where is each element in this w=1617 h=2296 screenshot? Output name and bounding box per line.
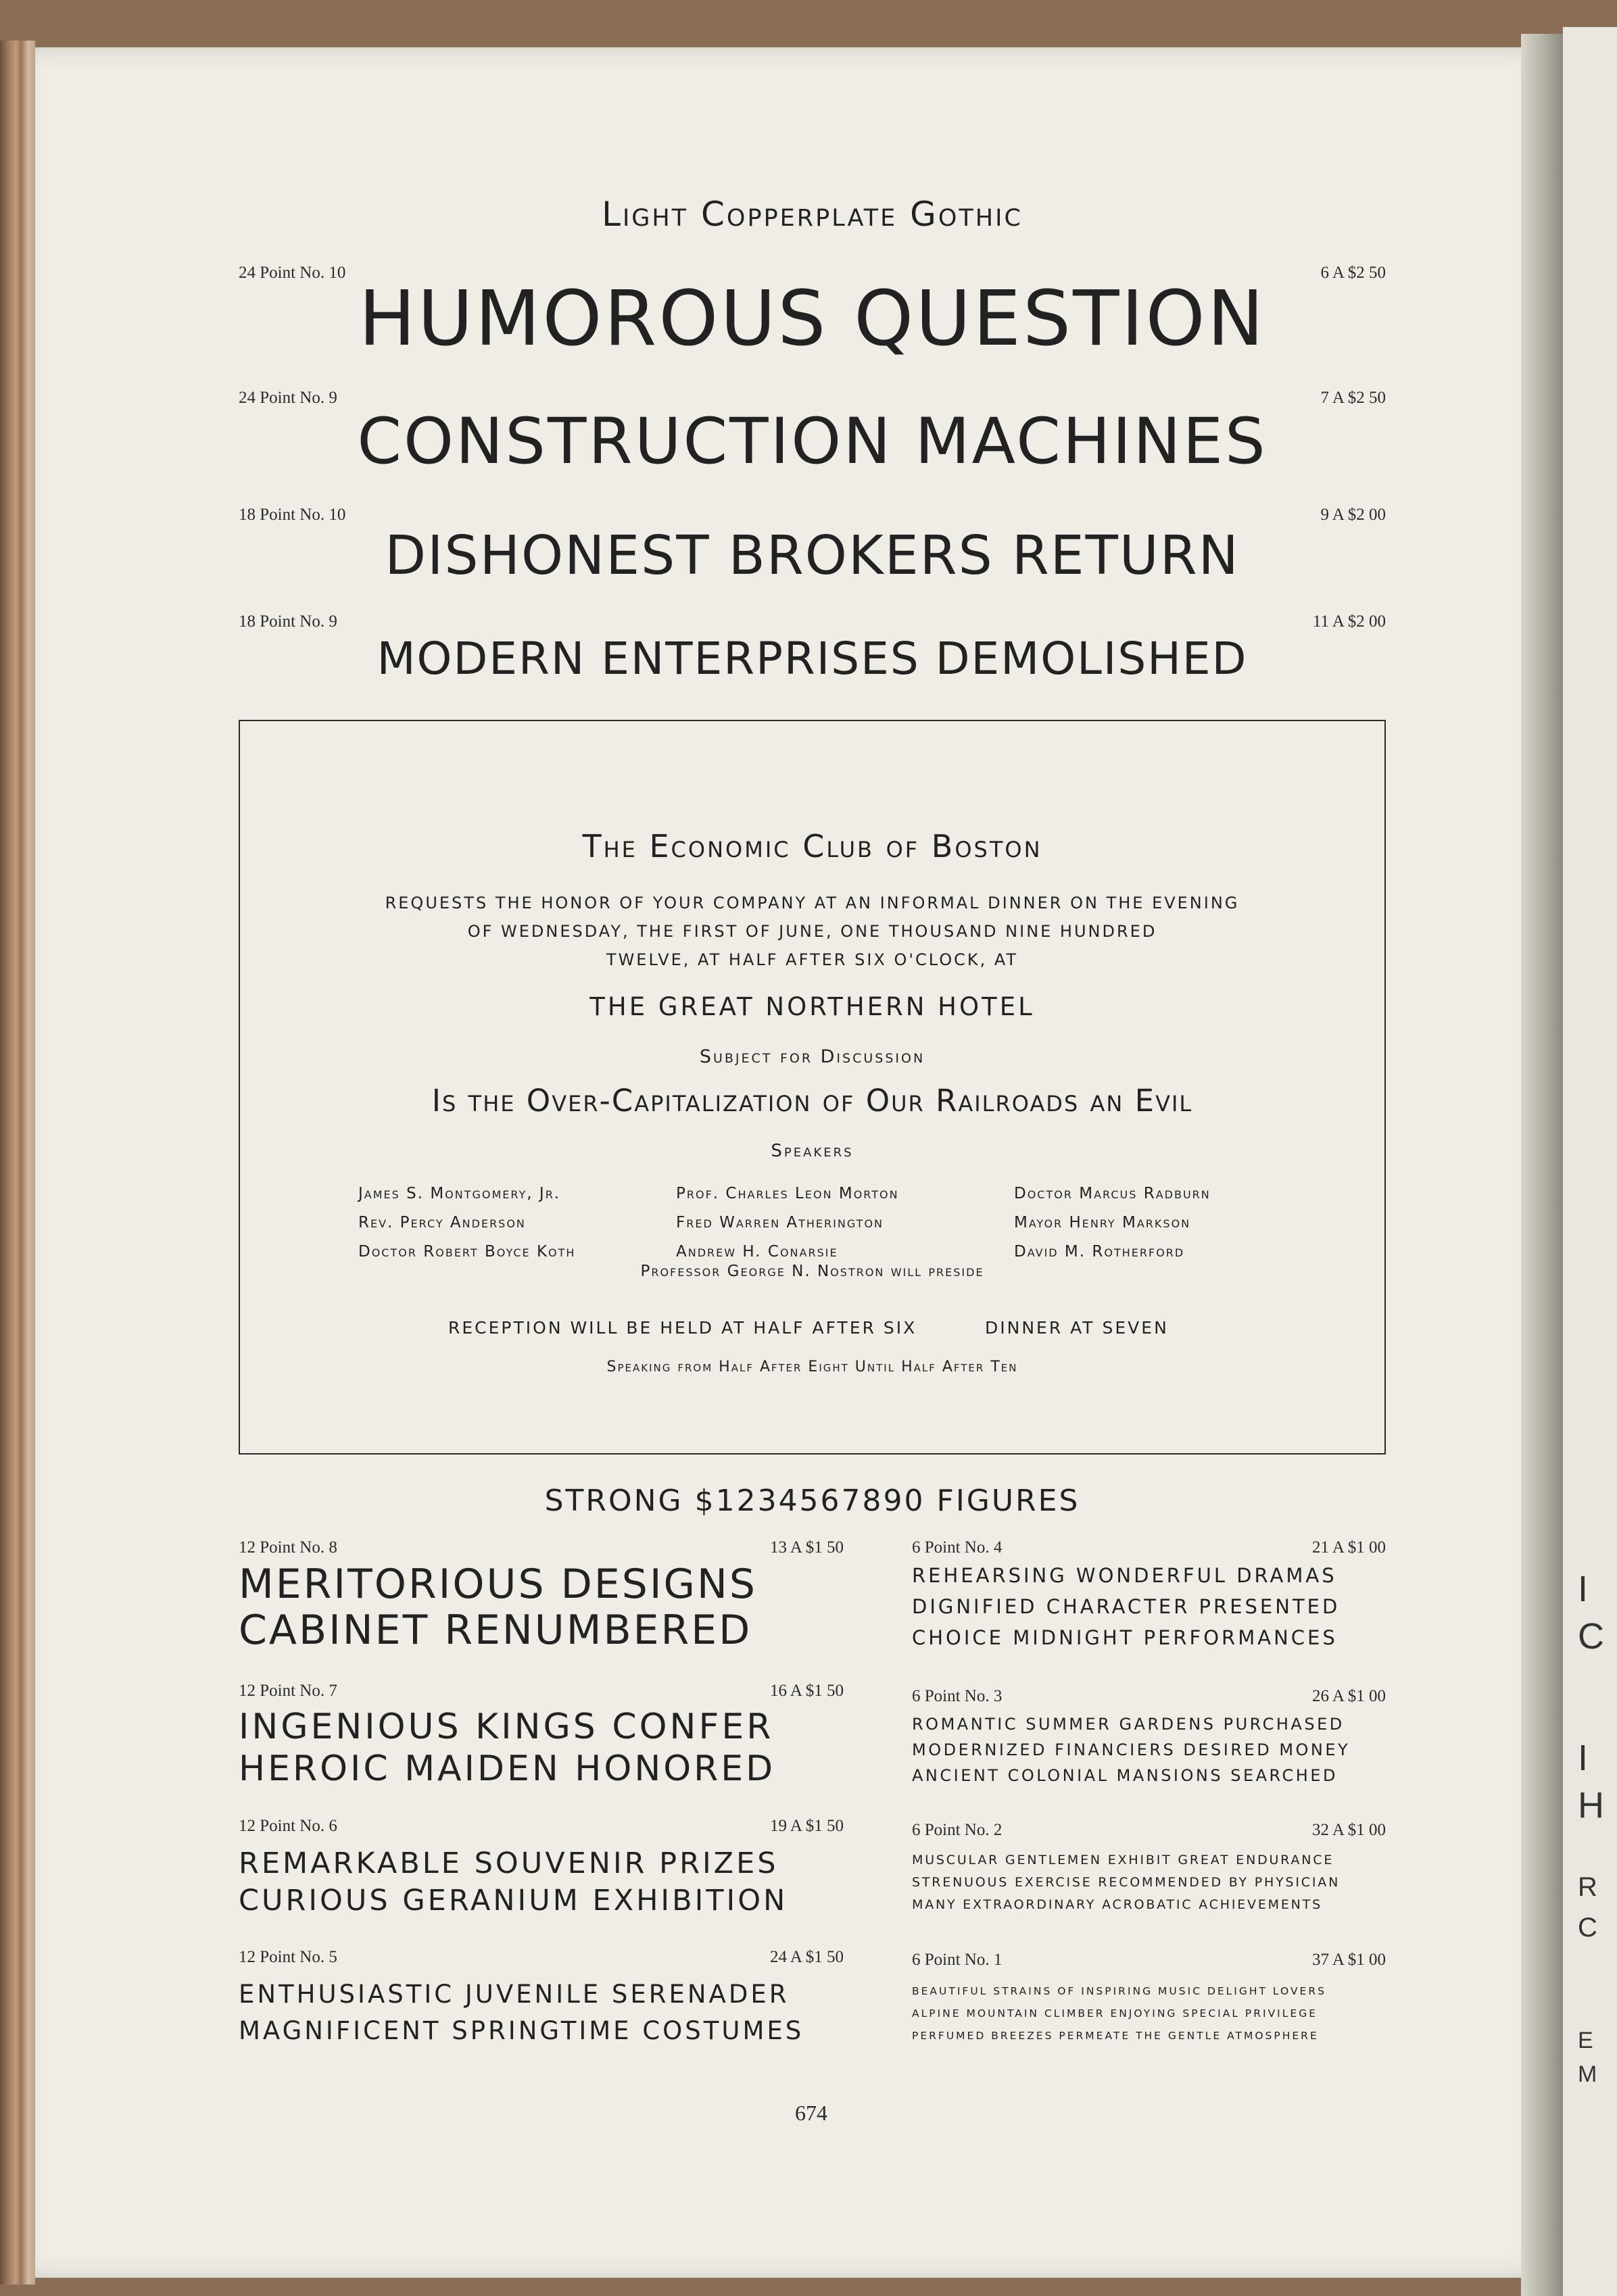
specimen-block: [912, 1821, 1386, 1916]
speaker-name: Doctor Robert Boyce Koth: [358, 1243, 576, 1261]
specimen-size: 12 Point No. 7: [239, 1682, 337, 1700]
speaker-name: Rev. Percy Anderson: [358, 1214, 526, 1231]
next-page-letter: I: [1578, 1738, 1589, 1778]
specimen-size: 12 Point No. 6: [239, 1817, 337, 1835]
specimen-line: MERITORIOUS DESIGNS: [239, 1561, 757, 1608]
page-edge-left: [0, 41, 35, 2285]
specimen-block: [239, 1817, 844, 1920]
speaker-name: Mayor Henry Markson: [1014, 1214, 1191, 1231]
specimen-size: 6 Point No. 4: [912, 1538, 1003, 1557]
specimen-line: STRENUOUS EXERCISE RECOMMENDED BY PHYSICIAN: [912, 1875, 1341, 1890]
large-specimen: [239, 389, 1386, 479]
large-specimen: [239, 264, 1386, 363]
invitation-heading: The Economic Club of Boston: [582, 828, 1042, 864]
specimen-price: 19 A $1 50: [769, 1817, 844, 1835]
specimen-text: HUMOROUS QUESTION: [358, 275, 1266, 363]
next-page-letter: H: [1578, 1785, 1604, 1826]
speakers-row: [358, 1208, 1278, 1238]
invitation-request-line: OF WEDNESDAY, THE FIRST OF JUNE, ONE THOUSAND NINE HUNDRED: [467, 922, 1157, 941]
speaking-line: Speaking from Half After Eight Until Half After Ten: [606, 1359, 1018, 1375]
specimen-block: [239, 1538, 844, 1653]
next-page-letter: I: [1578, 1569, 1589, 1609]
specimen-size: 24 Point No. 10: [239, 264, 346, 282]
specimen-price: 13 A $1 50: [769, 1538, 844, 1557]
specimen-line: MUSCULAR GENTLEMEN EXHIBIT GREAT ENDURANCE: [912, 1853, 1334, 1867]
specimen-price: 26 A $1 00: [1311, 1687, 1386, 1705]
subject-title: Is the Over-Capitalization of Our Railroads an Evil: [431, 1083, 1193, 1119]
specimen-price: 11 A $2 00: [1312, 612, 1386, 631]
speaker-name: Andrew H. Conarsie: [676, 1243, 838, 1261]
specimen-price: 7 A $2 50: [1320, 389, 1386, 407]
page-number: 674: [795, 2101, 827, 2125]
specimen-size: 6 Point No. 1: [912, 1951, 1003, 1969]
specimen-size: 18 Point No. 9: [239, 612, 337, 631]
specimen-size: 6 Point No. 3: [912, 1687, 1003, 1705]
venue: THE GREAT NORTHERN HOTEL: [589, 992, 1035, 1021]
specimen-size: 24 Point No. 9: [239, 389, 337, 407]
next-page-letter: C: [1578, 1913, 1597, 1943]
specimen-line: BEAUTIFUL STRAINS OF INSPIRING MUSIC DELIGHT LOVERS: [912, 1985, 1326, 1997]
figures-heading: STRONG $1234567890 FIGURES: [544, 1484, 1080, 1518]
specimen-size: 6 Point No. 2: [912, 1821, 1003, 1839]
next-page-fragment: [1563, 27, 1617, 2296]
specimen-block: [239, 1948, 844, 2049]
specimen-line: CABINET RENUMBERED: [239, 1607, 752, 1654]
invitation-request-line: REQUESTS THE HONOR OF YOUR COMPANY AT AN INFORMAL DINNER ON THE EVENING: [385, 894, 1240, 912]
specimen-line: INGENIOUS KINGS CONFER: [239, 1707, 774, 1747]
speaker-name: Prof. Charles Leon Morton: [676, 1185, 899, 1202]
speaker-name: Fred Warren Atherington: [676, 1214, 884, 1231]
invitation-request-line: TWELVE, AT HALF AFTER SIX O'CLOCK, AT: [606, 950, 1019, 969]
specimen-price: 6 A $2 50: [1320, 264, 1386, 282]
speakers-grid: [358, 1179, 1278, 1267]
specimen-line: MODERNIZED FINANCIERS DESIRED MONEY: [912, 1740, 1351, 1759]
specimen-line: MAGNIFICENT SPRINGTIME COSTUMES: [239, 2016, 804, 2045]
specimen-line: CURIOUS GERANIUM EXHIBITION: [239, 1884, 788, 1918]
next-page-letter: M: [1578, 2061, 1597, 2087]
specimen-price: 32 A $1 00: [1311, 1821, 1386, 1839]
specimen-price: 16 A $1 50: [769, 1682, 844, 1700]
speaker-name: James S. Montgomery, Jr.: [358, 1185, 561, 1202]
specimen-price: 9 A $2 00: [1320, 506, 1386, 524]
specimen-size: 18 Point No. 10: [239, 506, 346, 524]
specimen-block: [239, 1682, 844, 1790]
specimen-size: 12 Point No. 5: [239, 1948, 337, 1966]
speaker-name: Doctor Marcus Radburn: [1014, 1185, 1211, 1202]
specimen-line: DIGNIFIED CHARACTER PRESENTED: [912, 1595, 1341, 1618]
specimen-line: CHOICE MIDNIGHT PERFORMANCES: [912, 1626, 1338, 1649]
large-specimen: [239, 506, 1386, 588]
specimen-text: DISHONEST BROKERS RETURN: [385, 524, 1240, 587]
large-specimen: [239, 612, 1386, 689]
specimen-line: ANCIENT COLONIAL MANSIONS SEARCHED: [912, 1766, 1338, 1785]
subject-label: Subject for Discussion: [699, 1046, 925, 1067]
specimen-price: 37 A $1 00: [1311, 1951, 1386, 1969]
page-title: Light Copperplate Gothic: [602, 195, 1023, 234]
speaker-name: David M. Rotherford: [1014, 1243, 1185, 1261]
specimen-price: 21 A $1 00: [1311, 1538, 1386, 1557]
specimen-line: MANY EXTRAORDINARY ACROBATIC ACHIEVEMENTS: [912, 1897, 1322, 1912]
reception-line: RECEPTION WILL BE HELD AT HALF AFTER SIX: [448, 1318, 917, 1338]
next-page-letter: R: [1578, 1872, 1597, 1902]
specimen-line: ALPINE MOUNTAIN CLIMBER ENJOYING SPECIAL PRIVILEGE: [912, 2007, 1318, 2020]
specimen-line: REHEARSING WONDERFUL DRAMAS: [912, 1564, 1337, 1587]
specimen-line: ROMANTIC SUMMER GARDENS PURCHASED: [912, 1715, 1345, 1734]
specimen-text: CONSTRUCTION MACHINES: [357, 405, 1268, 479]
specimen-block: [912, 1538, 1386, 1653]
specimen-block: [912, 1687, 1386, 1788]
next-page-letter: E: [1578, 2028, 1593, 2053]
specimen-line: HEROIC MAIDEN HONORED: [239, 1749, 776, 1789]
specimen-text: MODERN ENTERPRISES DEMOLISHED: [377, 633, 1248, 685]
specimen-block: [912, 1951, 1386, 2047]
speakers-row: [358, 1179, 1278, 1208]
next-page-letter: C: [1578, 1616, 1604, 1657]
specimen-size: 12 Point No. 8: [239, 1538, 337, 1557]
specimen-line: REMARKABLE SOUVENIR PRIZES: [239, 1847, 779, 1880]
specimen-line: PERFUMED BREEZES PERMEATE THE GENTLE ATMOSPHERE: [912, 2030, 1319, 2042]
book-gutter: [1521, 34, 1563, 2296]
speakers-label: Speakers: [771, 1141, 854, 1161]
dinner-line: DINNER AT SEVEN: [985, 1318, 1169, 1338]
presider-line: Professor George N. Nostron will preside: [640, 1263, 984, 1280]
specimen-price: 24 A $1 50: [769, 1948, 844, 1966]
specimen-line: ENTHUSIASTIC JUVENILE SERENADER: [239, 1980, 790, 2009]
